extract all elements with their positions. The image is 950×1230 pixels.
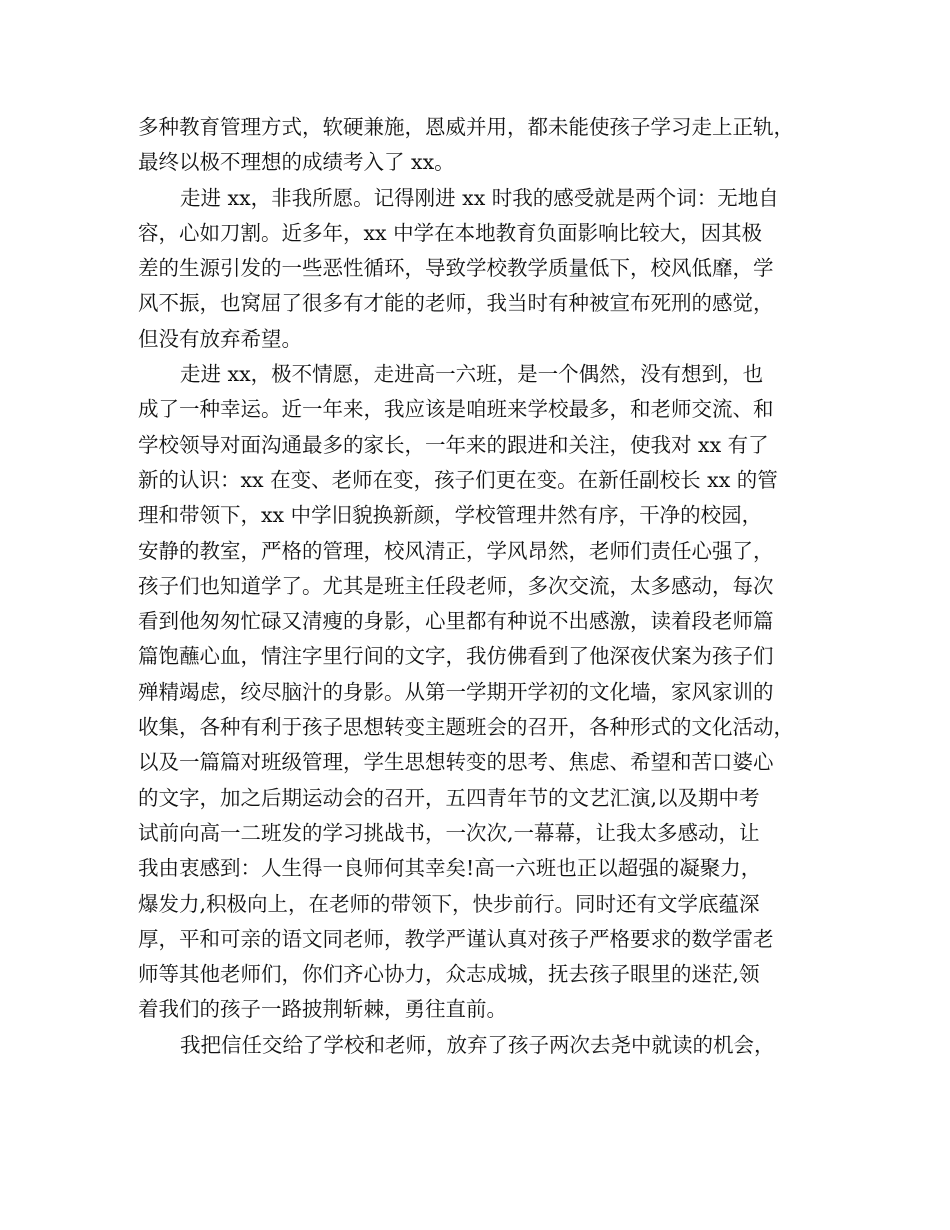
text-line: 篇饱蘸心血，情注字里行间的文字，我仿佛看到了他深夜伏案为孩子们 [138,644,774,669]
paragraph-first-line: 走进 xx，非我所愿。记得刚进 xx 时我的感受就是两个词：无地自 [180,185,779,210]
text-line: 新的认识：xx 在变、老师在变，孩子们更在变。在新任副校长 xx 的管 [138,467,778,492]
paragraph-first-line: 走进 xx，极不情愿，走进高一六班，是一个偶然，没有想到，也 [180,362,764,387]
paragraph-first-line: 我把信任交给了学校和老师，放弃了孩子两次去尧中就读的机会， [180,1032,775,1057]
text-line: 收集，各种有利于孩子思想转变主题班会的召开，各种形式的文化活动， [138,715,794,740]
text-line: 理和带领下，xx 中学旧貌换新颜，学校管理井然有序，干净的校园， [138,503,763,528]
text-line: 师等其他老师们，你们齐心协力，众志成城，抚去孩子眼里的迷茫,领 [138,962,760,987]
text-line: 试前向高一二班发的学习挑战书，一次次,一幕幕，让我太多感动，让 [138,820,760,845]
document-body [138,110,838,1063]
text-line: 风不振，也窝屈了很多有才能的老师，我当时有种被宣布死刑的感觉， [138,291,774,316]
text-line: 着我们的孩子一路披荆斩棘，勇往直前。 [138,997,507,1022]
text-line: 看到他匆匆忙碌又清瘦的身影，心里都有种说不出感激，读着段老师篇 [138,609,774,634]
text-line: 但没有放弃希望。 [138,326,302,351]
text-line: 殚精竭虑，绞尽脑汁的身影。从第一学期开学初的文化墙，家风家训的 [138,679,774,704]
text-line: 我由衷感到：人生得一良师何其幸矣!高一六班也正以超强的凝聚力， [138,856,762,881]
text-line: 差的生源引发的一些恶性循环，导致学校教学质量低下，校风低靡，学 [138,256,774,281]
text-line: 厚，平和可亲的语文同老师，教学严谨认真对孩子严格要求的数学雷老 [138,926,774,951]
text-line: 多种教育管理方式，软硬兼施，恩威并用，都未能使孩子学习走上正轨， [138,115,794,139]
text-line: 孩子们也知道学了。尤其是班主任段老师，多次交流，太多感动，每次 [138,573,774,598]
text-line: 最终以极不理想的成绩考入了 xx。 [138,150,455,175]
text-line: 成了一种幸运。近一年来，我应该是咱班来学校最多，和老师交流、和 [138,397,774,422]
text-line: 学校领导对面沟通最多的家长，一年来的跟进和关注，使我对 xx 有了 [138,432,769,457]
text-line: 以及一篇篇对班级管理，学生思想转变的思考、焦虑、希望和苦口婆心 [138,750,774,775]
text-line: 爆发力,积极向上，在老师的带领下，快步前行。同时还有文学底蕴深 [138,891,760,916]
text-line: 容，心如刀割。近多年，xx 中学在本地教育负面影响比较大，因其极 [138,220,763,245]
text-line: 安静的教室，严格的管理，校风清正，学风昂然，老师们责任心强了， [138,538,774,563]
text-line: 的文字，加之后期运动会的召开，五四青年节的文艺汇演,以及期中考 [138,785,760,810]
